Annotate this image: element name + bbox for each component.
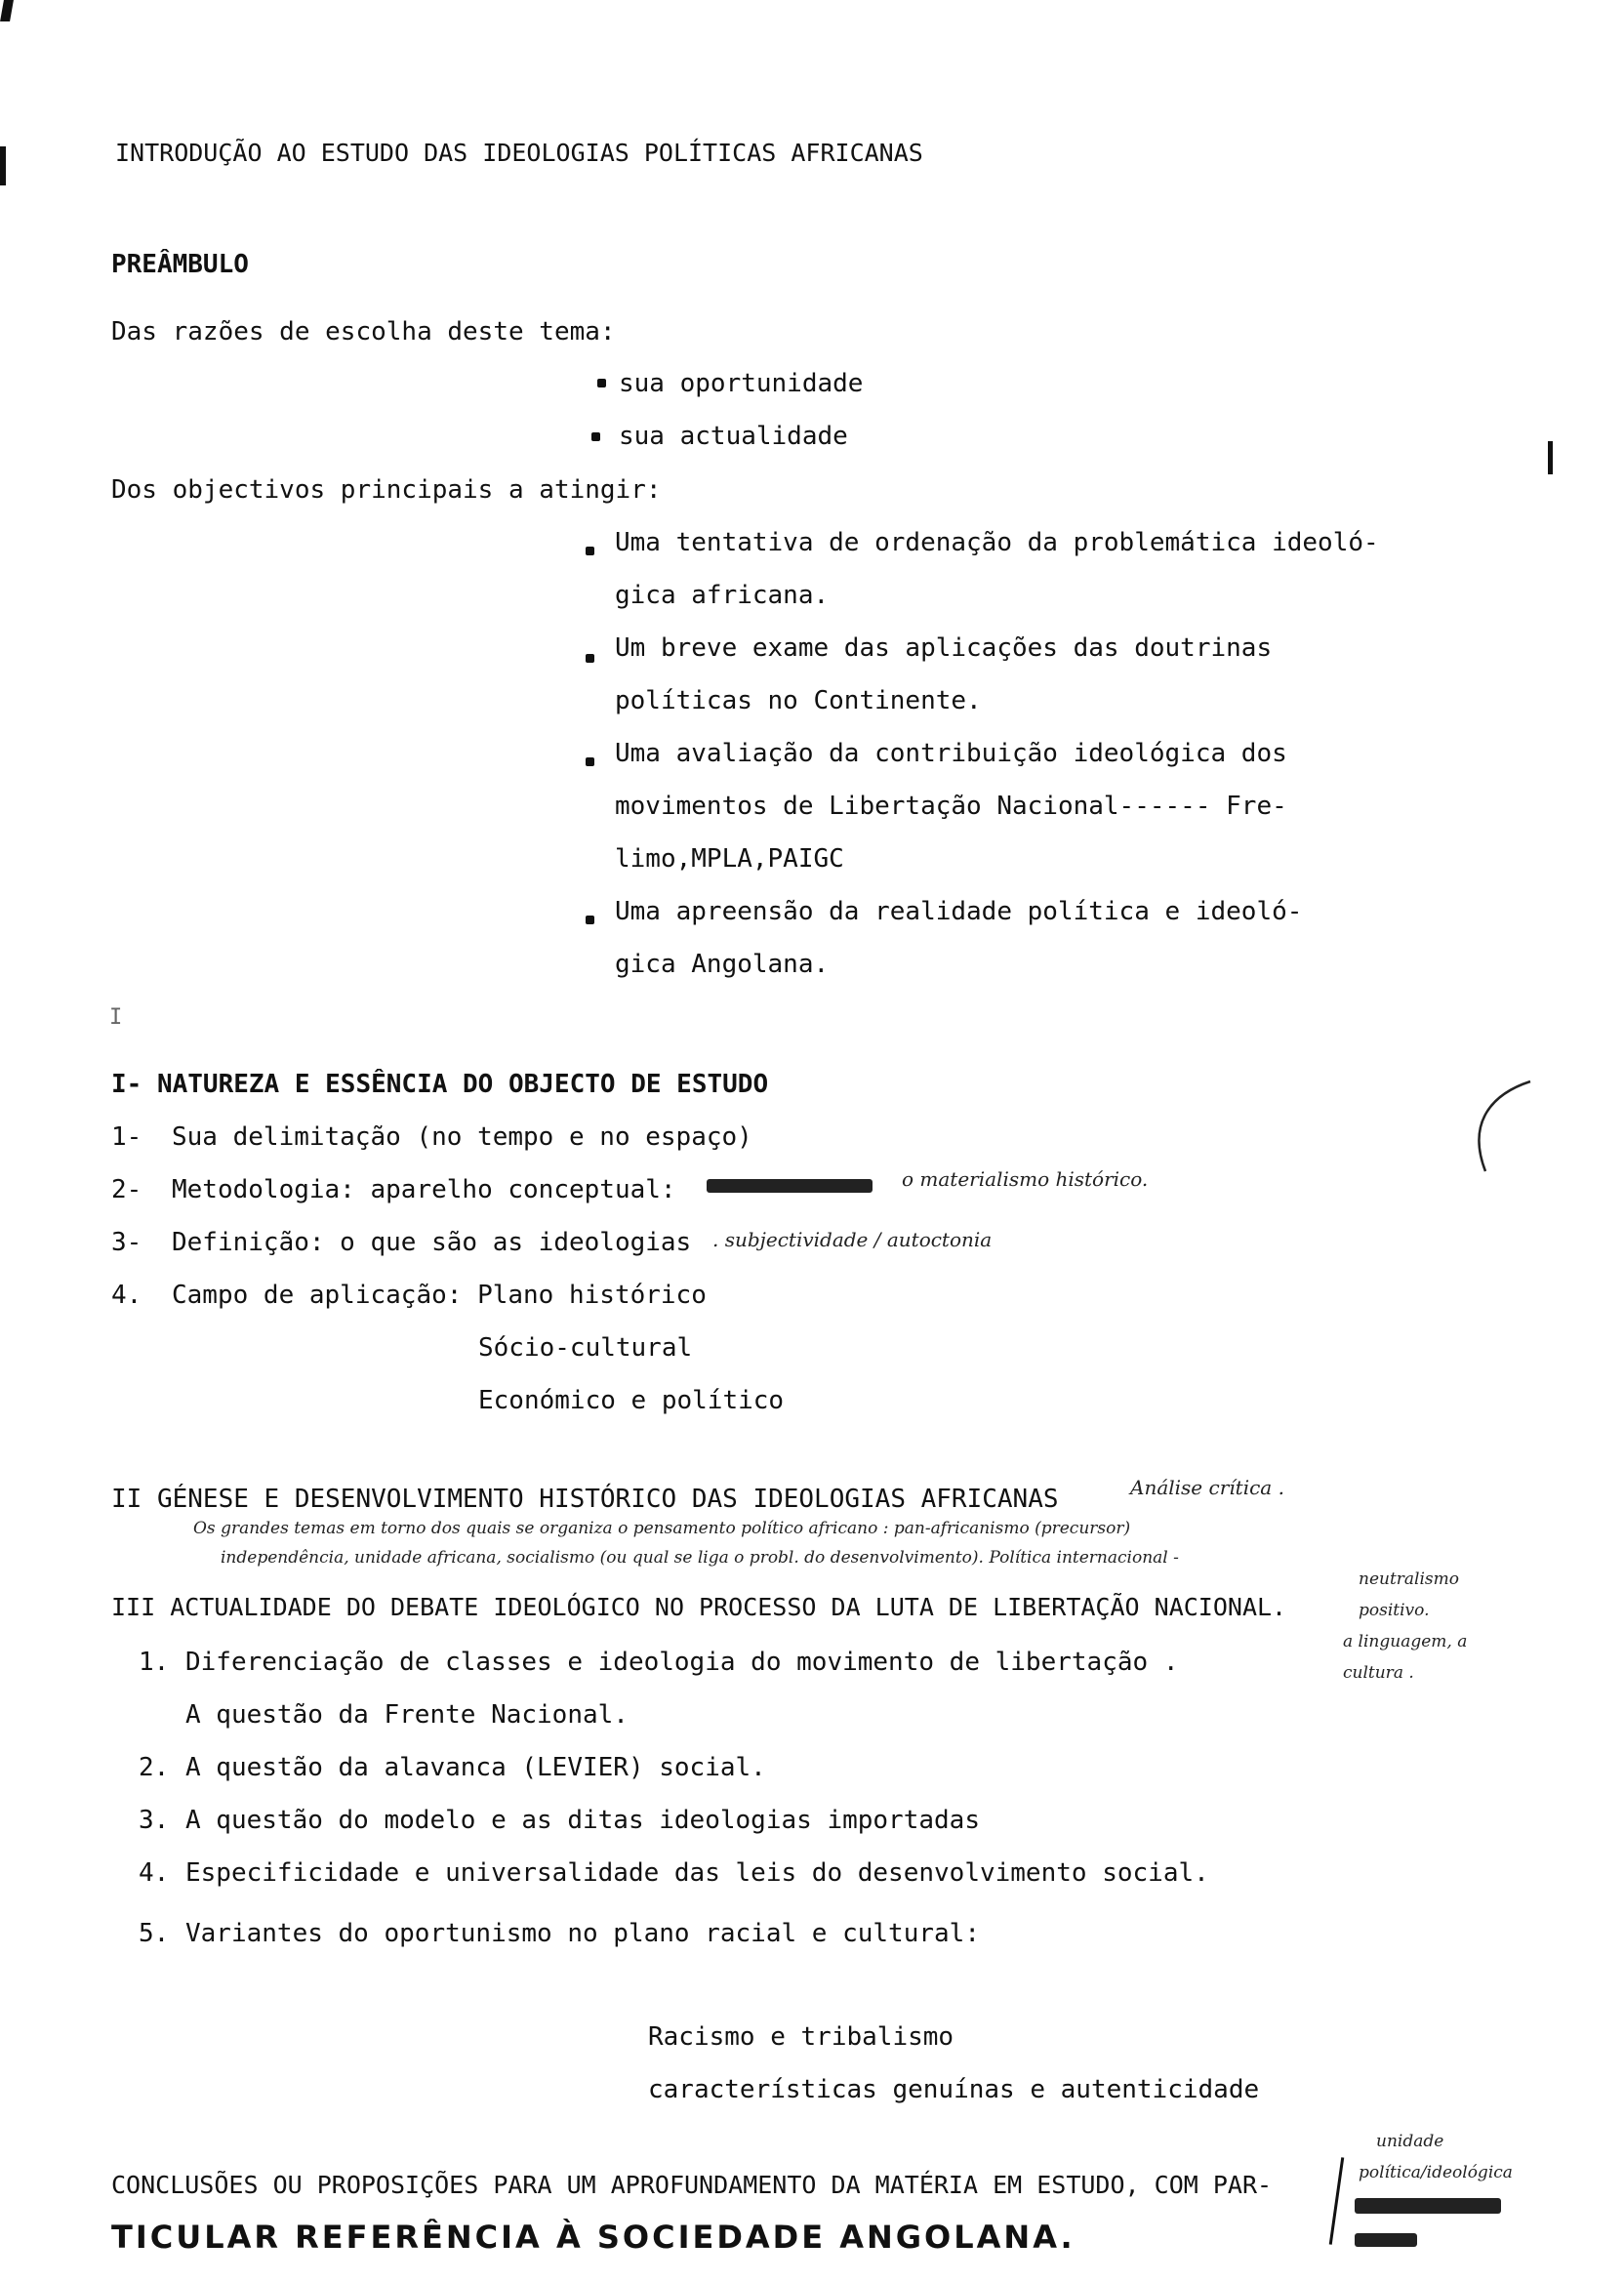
reasons-label: Das razões de escolha deste tema:: [111, 317, 616, 346]
objective-line: Um breve exame das aplicações das doutrinas: [615, 633, 1273, 663]
scan-mark: [1548, 441, 1553, 474]
handwritten-margin-note: a linguagem, a: [1343, 1632, 1468, 1651]
item-number: 4.: [139, 1858, 170, 1888]
section3-item: Diferenciação de classes e ideologia do movimento de libertação .: [185, 1648, 1179, 1677]
section3-item: A questão da Frente Nacional.: [185, 1700, 629, 1730]
handwritten-note: o materialismo histórico.: [902, 1167, 1149, 1191]
section3-item: A questão do modelo e as ditas ideologias importadas: [185, 1806, 980, 1835]
bullet: [597, 379, 606, 387]
section3-item: A questão da alavanca (LEVIER) social.: [185, 1753, 766, 1782]
bullet: [586, 654, 594, 663]
reason-item: sua oportunidade: [619, 369, 864, 398]
margin-stroke: [1329, 2157, 1344, 2245]
item-number: 3.: [139, 1806, 170, 1835]
section3-subitem: Racismo e tribalismo: [648, 2022, 954, 2052]
crossed-out-text: [1355, 2233, 1417, 2247]
handwritten-margin-note: unidade: [1376, 2132, 1444, 2151]
objective-line: gica africana.: [615, 581, 830, 610]
margin-bracket-mark: [1460, 1074, 1538, 1181]
section3-subitem: características genuínas e autenticidade: [648, 2075, 1260, 2104]
objective-line: gica Angolana.: [615, 950, 830, 979]
crossed-out-text: [1355, 2198, 1501, 2214]
section3-item: Especificidade e universalidade das leis do desenvolvimento social.: [185, 1858, 1209, 1888]
conclusion-line: CONCLUSÕES OU PROPOSIÇÕES PARA UM APROFUNDAMENTO DA MATÉRIA EM ESTUDO, COM PAR-: [111, 2171, 1273, 2199]
handwritten-annotation: Os grandes temas em torno dos quais se organiza o pensamento político africano : pan-africanismo (precursor): [193, 1519, 1131, 1538]
section1-item: Sua delimitação (no tempo e no espaço): [172, 1122, 752, 1152]
document-title: INTRODUÇÃO AO ESTUDO DAS IDEOLOGIAS POLÍTICAS AFRICANAS: [115, 139, 923, 167]
bullet: [586, 916, 594, 924]
item-number: 4.: [111, 1281, 142, 1310]
bullet: [586, 757, 594, 766]
preambulo-heading: PREÂMBULO: [111, 250, 249, 279]
section1-item: Campo de aplicação: Plano histórico: [172, 1281, 707, 1310]
scan-mark: [0, 0, 14, 21]
item-number: 2-: [111, 1175, 142, 1204]
item-number: 5.: [139, 1919, 170, 1948]
objective-line: movimentos de Libertação Nacional------ Fre-: [615, 792, 1287, 821]
objective-line: Uma apreensão da realidade política e ideoló-: [615, 897, 1303, 926]
handwritten-margin-note: cultura .: [1343, 1663, 1414, 1683]
section1-heading: I- NATUREZA E ESSÊNCIA DO OBJECTO DE ESTUDO: [111, 1070, 769, 1099]
item-number: 1-: [111, 1122, 142, 1152]
section1-item: Metodologia: aparelho conceptual:: [172, 1175, 676, 1204]
section3-item: Variantes do oportunismo no plano racial e cultural:: [185, 1919, 980, 1948]
objective-line: limo,MPLA,PAIGC: [615, 844, 844, 874]
objective-line: Uma tentativa de ordenação da problemática ideoló-: [615, 528, 1379, 557]
scan-mark: [0, 146, 6, 185]
section2-heading: II GÉNESE E DESENVOLVIMENTO HISTÓRICO DAS IDEOLOGIAS AFRICANAS: [111, 1485, 1059, 1514]
handwritten-margin-note: política/ideológica: [1359, 2163, 1513, 2182]
objectives-label: Dos objectivos principais a atingir:: [111, 475, 662, 505]
bullet: [586, 547, 594, 555]
section-marker: I: [109, 1005, 123, 1030]
handwritten-annotation: independência, unidade africana, socialismo (ou qual se liga o probl. do desenvolvimento). Política internacional -: [221, 1548, 1179, 1568]
handwritten-margin-note: neutralismo: [1359, 1569, 1460, 1589]
section1-subitem: Sócio-cultural: [478, 1333, 693, 1363]
bullet: [591, 432, 600, 441]
objective-line: Uma avaliação da contribuição ideológica dos: [615, 739, 1287, 768]
handwritten-margin-note: positivo.: [1359, 1601, 1430, 1620]
section1-item: Definição: o que são as ideologias: [172, 1228, 692, 1257]
handwritten-note: Análise crítica .: [1130, 1476, 1284, 1499]
item-number: 3-: [111, 1228, 142, 1257]
redaction-mark: [707, 1179, 873, 1193]
handwritten-note: . subjectividade / autoctonia: [712, 1228, 993, 1251]
reason-item: sua actualidade: [619, 422, 848, 451]
item-number: 1.: [139, 1648, 170, 1677]
objective-line: políticas no Continente.: [615, 686, 982, 715]
section1-subitem: Económico e político: [478, 1386, 785, 1415]
section3-heading: III ACTUALIDADE DO DEBATE IDEOLÓGICO NO PROCESSO DA LUTA DE LIBERTAÇÃO NACIONAL.: [111, 1593, 1287, 1621]
conclusion-handwritten-line: TICULAR REFERÊNCIA À SOCIEDADE ANGOLANA.: [111, 2219, 1076, 2256]
item-number: 2.: [139, 1753, 170, 1782]
